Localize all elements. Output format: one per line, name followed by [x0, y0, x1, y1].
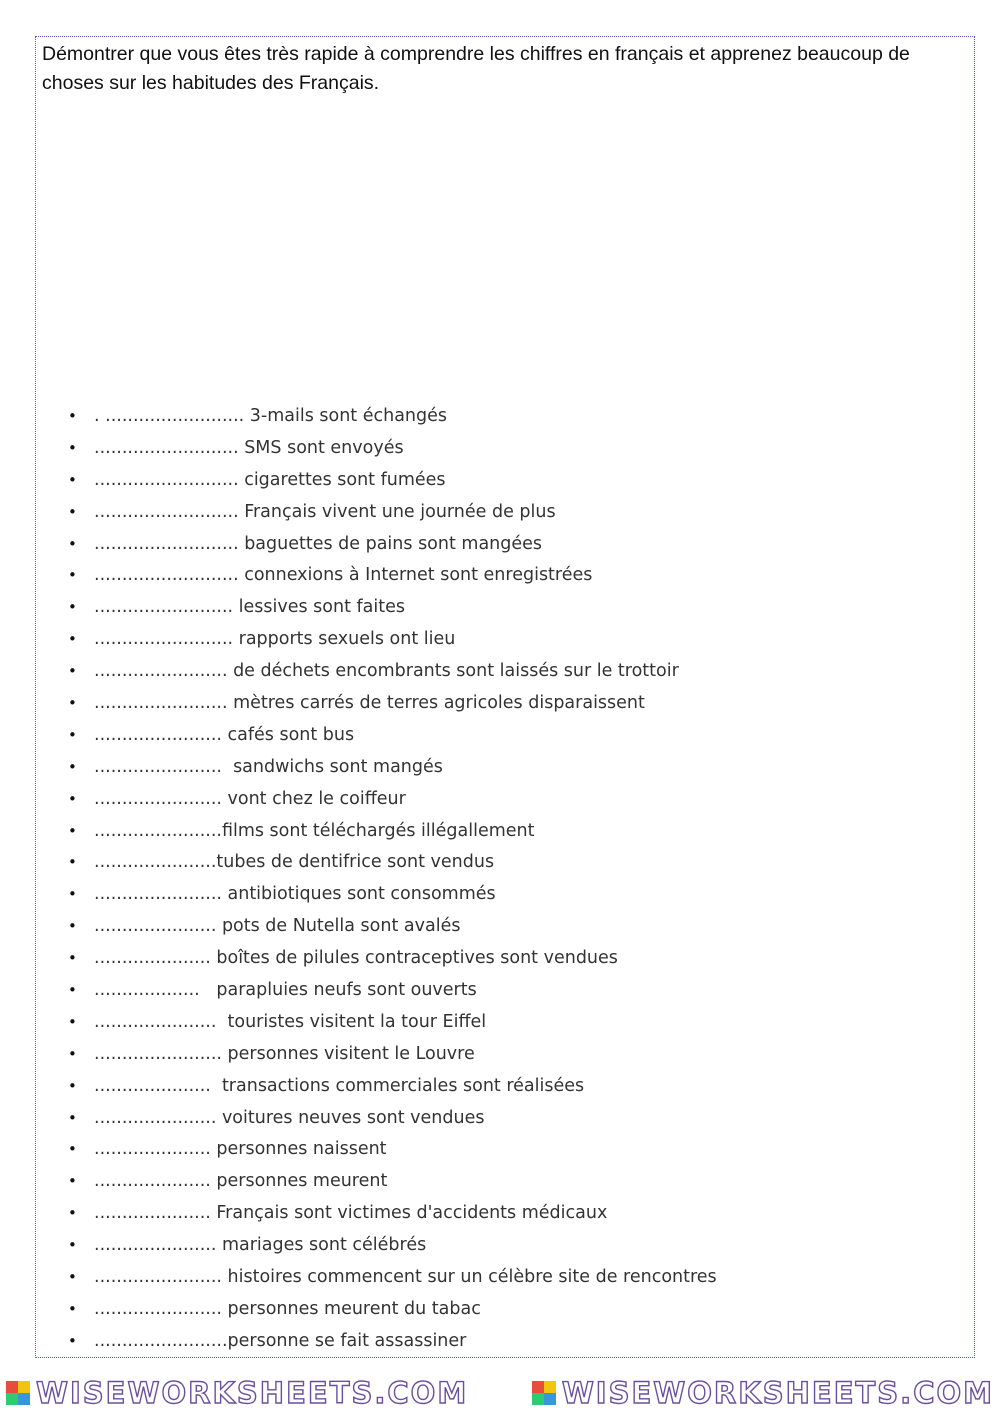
- bullet-icon: •: [68, 1044, 77, 1063]
- list-item: [60, 1293, 960, 1325]
- list-item: [60, 559, 960, 591]
- bullet-icon: •: [68, 693, 77, 712]
- list-item-text: ........................ de déchets encombrants sont laissés sur le trottoir: [94, 661, 679, 682]
- list-item: [60, 1070, 960, 1102]
- list-item: [60, 528, 960, 560]
- list-item: [60, 783, 960, 815]
- list-item: [60, 1325, 960, 1357]
- bullet-icon: •: [68, 438, 77, 457]
- bullet-icon: •: [68, 1267, 77, 1286]
- list-item-text: .......................... baguettes de pains sont mangées: [94, 533, 543, 554]
- bullet-icon: •: [68, 406, 77, 425]
- bullet-icon: •: [68, 598, 77, 617]
- bullet-icon: •: [68, 853, 77, 872]
- list-item: [60, 400, 960, 432]
- bullet-icon: •: [68, 662, 77, 681]
- list-item: [60, 1229, 960, 1261]
- logo-icon: [6, 1381, 30, 1405]
- list-item-text: ..................... Français sont victimes d'accidents médicaux: [94, 1203, 608, 1224]
- list-item: [60, 878, 960, 910]
- list-item-text: ......................... rapports sexuels ont lieu: [94, 629, 456, 650]
- list-item: [60, 719, 960, 751]
- bullet-icon: •: [68, 821, 77, 840]
- list-item-text: ..................... personnes naissent: [94, 1139, 387, 1160]
- list-item-text: ....................... sandwichs sont mangés: [94, 756, 443, 777]
- list-item-text: ..................... personnes meurent: [94, 1171, 388, 1192]
- footer-watermark-bar: [0, 1372, 1000, 1413]
- bullet-icon: •: [68, 1331, 77, 1350]
- bullet-icon: •: [68, 1172, 77, 1191]
- list-item-text: ...................... mariages sont célébrés: [94, 1235, 427, 1256]
- list-item-text: .......................... Français vivent une journée de plus: [94, 501, 556, 522]
- brand-left: [6, 1376, 468, 1410]
- list-item-text: ...................... voitures neuves sont vendues: [94, 1107, 485, 1128]
- list-item-text: ....................... histoires commencent sur un célèbre site de rencontres: [94, 1266, 717, 1287]
- list-item: [60, 751, 960, 783]
- list-item: [60, 942, 960, 974]
- bullet-icon: •: [68, 917, 77, 936]
- list-item-text: ....................... antibiotiques sont consommés: [94, 884, 496, 905]
- bullet-icon: •: [68, 885, 77, 904]
- list-item: [60, 623, 960, 655]
- list-item: [60, 1133, 960, 1165]
- list-item: [60, 910, 960, 942]
- bullet-icon: •: [68, 1076, 77, 1095]
- list-item: [60, 591, 960, 623]
- bullet-icon: •: [68, 725, 77, 744]
- bullet-icon: •: [68, 949, 77, 968]
- bullet-icon: •: [68, 1204, 77, 1223]
- bullet-icon: •: [68, 980, 77, 999]
- list-item: [60, 496, 960, 528]
- list-item: [60, 846, 960, 878]
- bullet-icon: •: [68, 502, 77, 521]
- list-item: [60, 432, 960, 464]
- intro-text: Démontrer que vous êtes très rapide à comprendre les chiffres en français et apprenez beaucoup de choses sur les habitudes des Français.: [42, 43, 910, 94]
- list-item: [60, 464, 960, 496]
- watermark-text: WISEWORKSHEETS.COM: [36, 1375, 469, 1410]
- bullet-icon: •: [68, 470, 77, 489]
- list-item-text: ................... parapluies neufs sont ouverts: [94, 979, 477, 1000]
- list-item: [60, 1038, 960, 1070]
- list-item: [60, 655, 960, 687]
- bullet-icon: •: [68, 1108, 77, 1127]
- logo-icon: [532, 1381, 556, 1405]
- bullet-icon: •: [68, 757, 77, 776]
- list-item-text: ...................... pots de Nutella sont avalés: [94, 916, 461, 937]
- list-item: [60, 1102, 960, 1134]
- brand-right: [532, 1376, 994, 1410]
- list-item-text: ....................... cafés sont bus: [94, 724, 355, 745]
- list-item-text: ......................tubes de dentifrice sont vendus: [94, 852, 495, 873]
- statement-list: [60, 400, 960, 1357]
- list-item-text: ..................... transactions commerciales sont réalisées: [94, 1075, 585, 1096]
- list-item-text: ....................... personnes visitent le Louvre: [94, 1043, 475, 1064]
- watermark-text: WISEWORKSHEETS.COM: [561, 1375, 994, 1410]
- list-item: [60, 974, 960, 1006]
- list-item-text: .......................... connexions à Internet sont enregistrées: [94, 565, 593, 586]
- list-item-text: ........................ mètres carrés de terres agricoles disparaissent: [94, 692, 645, 713]
- list-item-text: ..................... boîtes de pilules contraceptives sont vendues: [94, 948, 618, 969]
- list-item: [60, 1165, 960, 1197]
- list-item: [60, 1261, 960, 1293]
- list-item-text: .......................... cigarettes sont fumées: [94, 469, 446, 490]
- list-item: [60, 1006, 960, 1038]
- bullet-icon: •: [68, 1012, 77, 1031]
- list-item-text: ......................... lessives sont faites: [94, 597, 405, 618]
- list-item-text: . ......................... 3-mails sont échangés: [94, 405, 448, 426]
- bullet-icon: •: [68, 566, 77, 585]
- bullet-icon: •: [68, 630, 77, 649]
- bullet-icon: •: [68, 534, 77, 553]
- bullet-icon: •: [68, 1140, 77, 1159]
- bullet-icon: •: [68, 1299, 77, 1318]
- list-item-text: .......................... SMS sont envoyés: [94, 437, 404, 458]
- bullet-icon: •: [68, 1236, 77, 1255]
- list-item-text: ....................... vont chez le coiffeur: [94, 788, 406, 809]
- list-item-text: .......................films sont téléchargés illégallement: [94, 820, 535, 841]
- list-item: [60, 687, 960, 719]
- bullet-icon: •: [68, 789, 77, 808]
- list-item: [60, 1197, 960, 1229]
- list-item-text: ........................personne se fait assassiner: [94, 1330, 467, 1351]
- list-item: [60, 815, 960, 847]
- list-item-text: ....................... personnes meurent du tabac: [94, 1298, 481, 1319]
- list-item-text: ...................... touristes visitent la tour Eiffel: [94, 1011, 487, 1032]
